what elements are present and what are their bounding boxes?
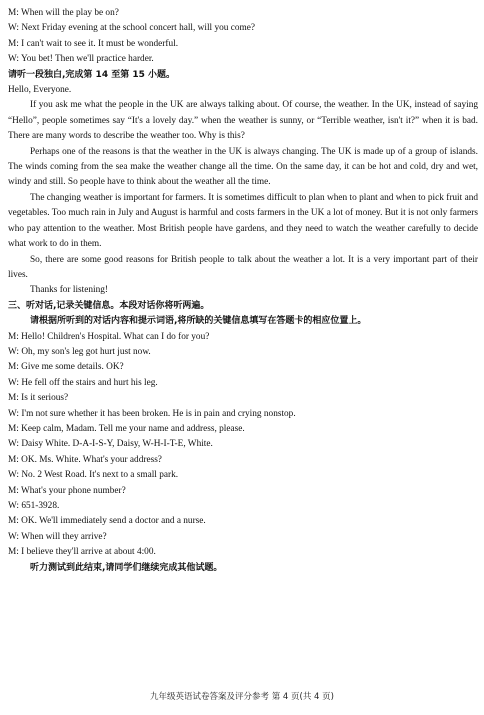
dialogue-line: W: No. 2 West Road. It's next to a small park.: [8, 470, 179, 481]
dialogue-line: W: 651-3928.: [8, 501, 60, 511]
dialogue-line: M: Is it serious?: [8, 393, 69, 404]
dialogue-line: W: Next Friday evening at the school concert hall, will you come?: [8, 23, 255, 34]
dialogue-line: M: Keep calm, Madam. Tell me your name and address, please.: [8, 423, 245, 434]
section-instruction: 请根据所听到的对话内容和提示词语,将所缺的关键信息填写在答题卡的相应位置上。: [30, 316, 367, 327]
dialogue-line: W: When will they arrive?: [8, 531, 107, 542]
dialogue-line: M: Give me some details. OK?: [8, 362, 124, 373]
dialogue-line: W: You bet! Then we'll practice harder.: [8, 54, 154, 65]
page-footer: 九年级英语试卷答案及评分参考 第 4 页(共 4 页): [150, 692, 334, 702]
dialogue-line: W: Oh, my son's leg got hurt just now.: [8, 346, 151, 357]
section-heading-key-info: 三、听对话,记录关键信息。本段对话你将听两遍。: [8, 300, 210, 311]
section-heading-monologue: 请听一段独白,完成第 14 至第 15 小题。: [8, 69, 176, 80]
dialogue-line: M: I can't wait to see it. It must be wonderful.: [8, 38, 179, 49]
monologue-greeting: Hello, Everyone.: [8, 85, 72, 96]
dialogue-line: W: Daisy White. D-A-I-S-Y, Daisy, W-H-I-T-E, White.: [8, 439, 213, 450]
monologue-paragraph-1: If you ask me what the people in the UK are always talking about. Of course, the weather. In the UK, instead of saying “Hello”, people sometimes say “It's a lovely day.” when the weather is sunny, or “Terrible weather, isn't it?” when it is bad. There are many words to describe the weather too. Why is this?: [8, 100, 478, 142]
dialogue-line: M: OK. We'll immediately send a doctor and a nurse.: [8, 516, 206, 527]
document-page: [8, 6, 478, 576]
dialogue-line: M: When will the play be on?: [8, 8, 119, 18]
dialogue-line: M: OK. Ms. White. What's your address?: [8, 454, 162, 465]
dialogue-line: W: I'm not sure whether it has been broken. He is in pain and crying nonstop.: [8, 408, 296, 419]
end-note: 听力测试到此结束,请同学们继续完成其他试题。: [30, 562, 223, 573]
monologue-closing: Thanks for listening!: [30, 285, 108, 296]
dialogue-line: W: He fell off the stairs and hurt his leg.: [8, 377, 158, 388]
monologue-paragraph-3: The changing weather is important for farmers. It is sometimes difficult to plan when to plant and when to pick fruit and vegetables. Too much rain in July and August is harmful and costs farmers in the UK a lot of money. But it is not only farmers who pay attention to the weather. Most British people have gardens, and they need to watch the weather carefully to decide what work to do in them.: [8, 192, 478, 250]
dialogue-line: M: Hello! Children's Hospital. What can I do for you?: [8, 331, 210, 342]
dialogue-line: M: What's your phone number?: [8, 485, 126, 496]
dialogue-line: M: I believe they'll arrive at about 4:00.: [8, 547, 156, 558]
monologue-paragraph-2: Perhaps one of the reasons is that the weather in the UK is always changing. The UK is made up of a group of islands. The winds coming from the sea make the weather change all the time. On the same day, it can be hot and cold, dry and wet, windy and still. So people have to think about the weather all the time.: [8, 146, 478, 188]
monologue-paragraph-4: So, there are some good reasons for British people to talk about the weather a lot. It is a very important part of their lives.: [8, 254, 478, 280]
